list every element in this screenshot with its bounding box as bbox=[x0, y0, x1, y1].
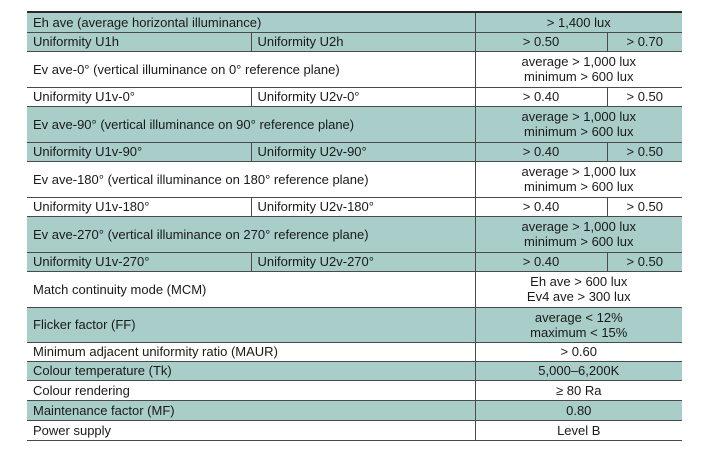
spec-value-text: average < 12% bbox=[534, 309, 623, 325]
spec-label-cell bbox=[27, 51, 475, 87]
spec-value-cell bbox=[607, 32, 682, 51]
spec-value-cell bbox=[475, 252, 607, 271]
spec-row bbox=[27, 161, 682, 197]
spec-value-text: > 0.40 bbox=[522, 144, 560, 159]
spec-value-text: ≥ 80 Ra bbox=[556, 382, 602, 398]
spec-value-text: 0.80 bbox=[566, 402, 592, 418]
spec-value-text: minimum > 600 lux bbox=[524, 179, 634, 194]
spec-value-text: > 0.50 bbox=[626, 254, 664, 269]
spec-label-cell bbox=[251, 252, 475, 271]
spec-label-cell bbox=[27, 307, 475, 342]
spec-row bbox=[27, 342, 682, 361]
spec-label-text: Ev ave-0° (vertical illuminance on 0° reference plane) bbox=[33, 61, 340, 77]
spec-label-text: Uniformity U1v-0° bbox=[33, 89, 135, 104]
spec-label-cell bbox=[27, 400, 475, 420]
spec-label-text: Minimum adjacent uniformity ratio (MAUR) bbox=[33, 344, 278, 359]
spec-row bbox=[27, 380, 682, 400]
spec-label-text: Uniformity U2v-0° bbox=[257, 89, 360, 104]
spec-row bbox=[27, 307, 682, 342]
spec-label-cell bbox=[27, 420, 475, 440]
lighting-spec-table bbox=[27, 11, 682, 441]
spec-value-text: average > 1,000 lux bbox=[521, 219, 637, 234]
spec-label-text: Uniformity U2h bbox=[257, 34, 344, 49]
spec-label-cell bbox=[27, 161, 475, 197]
spec-label-cell bbox=[27, 361, 475, 380]
spec-value-cell bbox=[475, 197, 607, 216]
spec-value-text: 5,000–6,200K bbox=[538, 363, 620, 378]
spec-label-text: Ev ave-90° (vertical illuminance on 90° reference plane) bbox=[33, 116, 355, 132]
spec-label-text: Uniformity U1v-270° bbox=[33, 254, 150, 269]
spec-row bbox=[27, 197, 682, 216]
spec-value-cell bbox=[607, 197, 682, 216]
spec-value-text: average > 1,000 lux bbox=[521, 54, 637, 69]
spec-label-text: Flicker factor (FF) bbox=[33, 317, 136, 332]
spec-value-cell bbox=[475, 161, 682, 197]
spec-label-text: Ev ave-180° (vertical illuminance on 180° reference plane) bbox=[33, 171, 369, 187]
spec-value-text: Eh ave > 600 lux bbox=[530, 274, 628, 289]
spec-row bbox=[27, 87, 682, 106]
spec-label-text: Uniformity U1h bbox=[33, 34, 119, 49]
spec-value-text: > 0.50 bbox=[626, 89, 664, 104]
spec-value-cell bbox=[475, 32, 607, 51]
spec-label-cell bbox=[251, 32, 475, 51]
spec-value-text: > 0.50 bbox=[522, 34, 560, 49]
spec-label-cell bbox=[27, 87, 251, 106]
spec-label-cell bbox=[251, 197, 475, 216]
spec-value-text: > 0.50 bbox=[626, 199, 664, 214]
spec-value-cell bbox=[475, 12, 682, 32]
spec-label-text: Uniformity U1v-180° bbox=[33, 199, 150, 214]
spec-label-cell bbox=[27, 142, 251, 161]
spec-value-cell bbox=[475, 342, 682, 361]
spec-label-text: Uniformity U2v-180° bbox=[257, 199, 374, 214]
spec-label-text: Uniformity U2v-90° bbox=[257, 144, 367, 159]
spec-row bbox=[27, 106, 682, 142]
spec-value-text: average > 1,000 lux bbox=[521, 109, 637, 124]
spec-value-text: > 0.60 bbox=[560, 344, 598, 359]
spec-label-cell bbox=[27, 271, 475, 307]
spec-value-cell bbox=[475, 380, 682, 400]
spec-value-text: > 0.40 bbox=[522, 254, 560, 269]
spec-label-cell bbox=[27, 32, 251, 51]
spec-label-text: Ev ave-270° (vertical illuminance on 270° reference plane) bbox=[33, 226, 369, 242]
spec-value-cell bbox=[475, 307, 682, 342]
spec-row bbox=[27, 271, 682, 307]
spec-label-text: Uniformity U1v-90° bbox=[33, 144, 143, 159]
spec-row bbox=[27, 32, 682, 51]
spec-value-cell bbox=[607, 142, 682, 161]
spec-row bbox=[27, 12, 682, 32]
spec-value-cell bbox=[475, 106, 682, 142]
spec-label-text: Uniformity U2v-270° bbox=[257, 254, 374, 269]
spec-row bbox=[27, 400, 682, 420]
spec-label-cell bbox=[27, 252, 251, 271]
spec-value-cell bbox=[475, 87, 607, 106]
spec-value-text: > 0.40 bbox=[522, 199, 560, 214]
spec-value-text: average > 1,000 lux bbox=[521, 164, 637, 179]
spec-value-text: Ev4 ave > 300 lux bbox=[526, 289, 631, 304]
spec-label-text: Maintenance factor (MF) bbox=[33, 402, 175, 418]
spec-label-cell bbox=[27, 380, 475, 400]
spec-value-text: minimum > 600 lux bbox=[524, 234, 634, 249]
spec-value-cell bbox=[475, 216, 682, 252]
spec-value-text: minimum > 600 lux bbox=[524, 69, 634, 84]
spec-value-text: > 0.70 bbox=[626, 34, 664, 49]
spec-label-cell bbox=[27, 12, 475, 32]
spec-value-cell bbox=[607, 252, 682, 271]
spec-row bbox=[27, 216, 682, 252]
spec-value-cell bbox=[475, 142, 607, 161]
spec-value-text: minimum > 600 lux bbox=[524, 124, 634, 139]
spec-value-cell bbox=[475, 51, 682, 87]
spec-value-text: > 0.50 bbox=[626, 144, 664, 159]
spec-label-text: Power supply bbox=[33, 422, 112, 438]
spec-label-cell bbox=[27, 342, 475, 361]
spec-value-cell bbox=[607, 87, 682, 106]
spec-label-cell bbox=[251, 87, 475, 106]
spec-row bbox=[27, 420, 682, 440]
spec-value-text: maximum < 15% bbox=[530, 324, 628, 340]
spec-row bbox=[27, 51, 682, 87]
spec-label-text: Eh ave (average horizontal illuminance) bbox=[33, 14, 262, 30]
spec-label-cell bbox=[27, 106, 475, 142]
spec-value-text: > 1,400 lux bbox=[546, 14, 611, 30]
spec-label-text: Colour temperature (Tk) bbox=[33, 363, 172, 378]
spec-label-cell bbox=[251, 142, 475, 161]
spec-value-cell bbox=[475, 400, 682, 420]
spec-value-cell bbox=[475, 361, 682, 380]
spec-label-text: Colour rendering bbox=[33, 382, 130, 398]
spec-label-text: Match continuity mode (MCM) bbox=[33, 281, 207, 297]
spec-label-cell bbox=[27, 197, 251, 216]
spec-label-cell bbox=[27, 216, 475, 252]
spec-row bbox=[27, 252, 682, 271]
spec-value-text: > 0.40 bbox=[522, 89, 560, 104]
spec-value-text: Level B bbox=[557, 422, 601, 438]
spec-value-cell bbox=[475, 420, 682, 440]
spec-row bbox=[27, 142, 682, 161]
spec-table-body bbox=[27, 12, 682, 440]
spec-row bbox=[27, 361, 682, 380]
spec-value-cell bbox=[475, 271, 682, 307]
